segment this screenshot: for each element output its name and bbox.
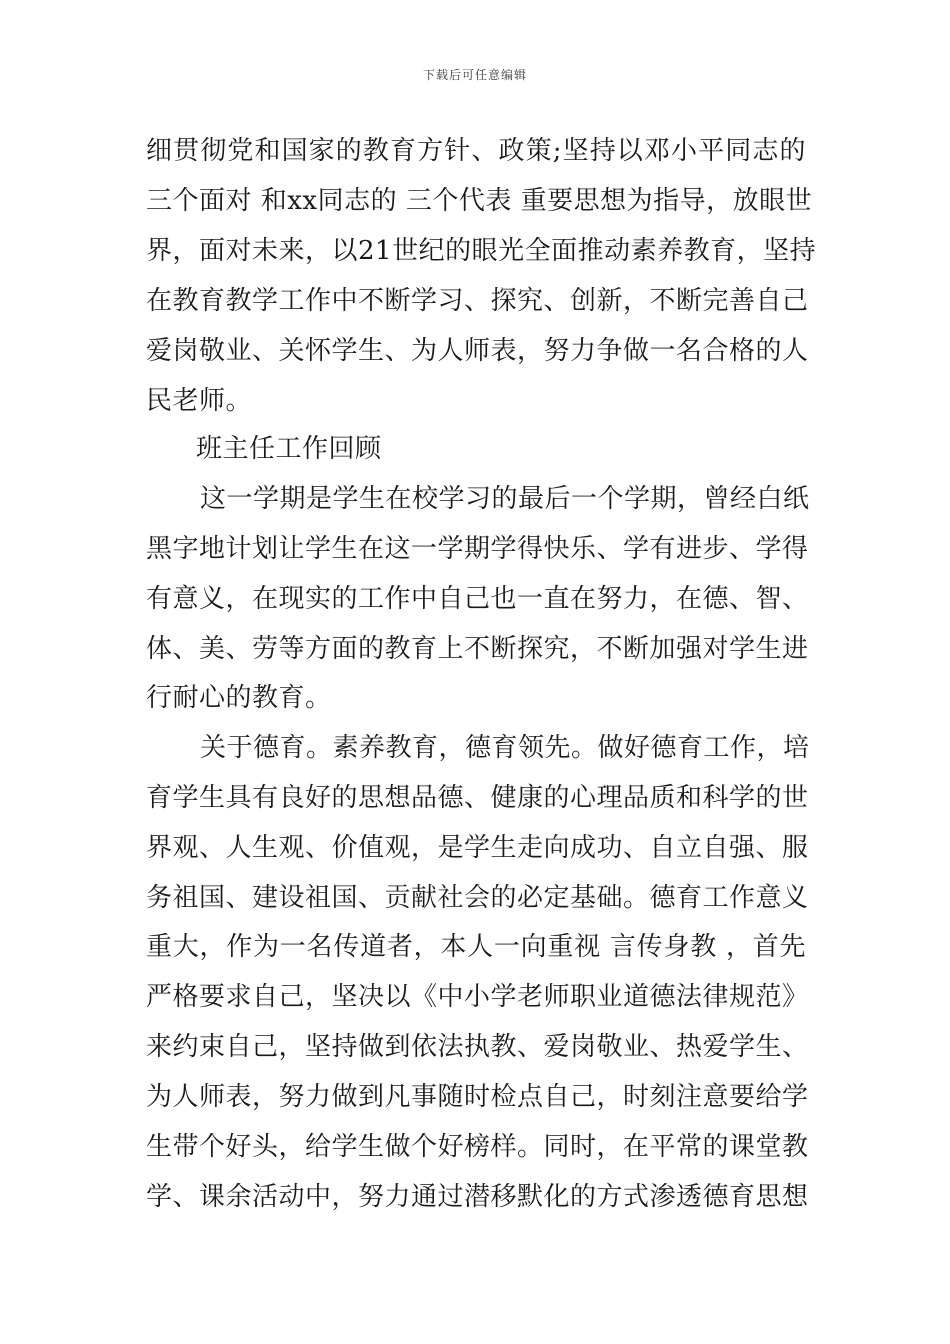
text-line: 严格要求自己，坚决以《中小学老师职业道德法律规范》 [146,982,809,1012]
text-line: 重大，作为一名传道者，本人一向重视 言传身教 ，首先 [146,932,806,962]
text-line: 界，面对未来，以21世纪的眼光全面推动素养教育，坚持 [146,236,817,266]
paragraph-first-line: 关于德育。素养教育，德育领先。做好德育工作，培 [200,733,810,763]
paragraph-first-line: 这一学期是学生在校学习的最后一个学期，曾经白纸 [200,484,810,514]
text-line: 三个面对 和xx同志的 三个代表 重要思想为指导，放眼世 [146,186,813,216]
text-line: 育学生具有良好的思想品德、健康的心理品质和科学的世 [146,783,809,813]
text-line: 体、美、劳等方面的教育上不断探究，不断加强对学生进 [146,634,809,664]
text-line: 有意义，在现实的工作中自己也一直在努力，在德、智、 [146,584,809,614]
text-line: 爱岗敬业、关怀学生、为人师表，努力争做一名合格的人 [146,336,809,366]
section-heading: 班主任工作回顾 [196,434,382,464]
text-line: 学、课余活动中，努力通过潜移默化的方式渗透德育思想 [146,1182,809,1212]
text-line: 生带个好头，给学生做个好榜样。同时，在平常的课堂教 [146,1132,809,1162]
text-line: 来约束自己，坚持做到依法执教、爱岗敬业、热爱学生、 [146,1032,809,1062]
page-header: 下载后可任意编辑 [422,68,527,82]
text-line: 为人师表，努力做到凡事随时检点自己，时刻注意要给学 [146,1082,809,1112]
text-line: 民老师。 [146,386,253,416]
text-line: 在教育教学工作中不断学习、探究、创新，不断完善自己 [146,286,809,316]
text-line: 务祖国、建设祖国、贡献社会的必定基础。德育工作意义 [146,883,809,913]
text-line: 界观、人生观、价值观，是学生走向成功、自立自强、服 [146,833,809,863]
text-line: 行耐心的教育。 [146,683,332,713]
text-line: 细贯彻党和国家的教育方针、政策;坚持以邓小平同志的 [146,136,806,166]
text-line: 黑字地计划让学生在这一学期学得快乐、学有进步、学得 [146,534,809,564]
